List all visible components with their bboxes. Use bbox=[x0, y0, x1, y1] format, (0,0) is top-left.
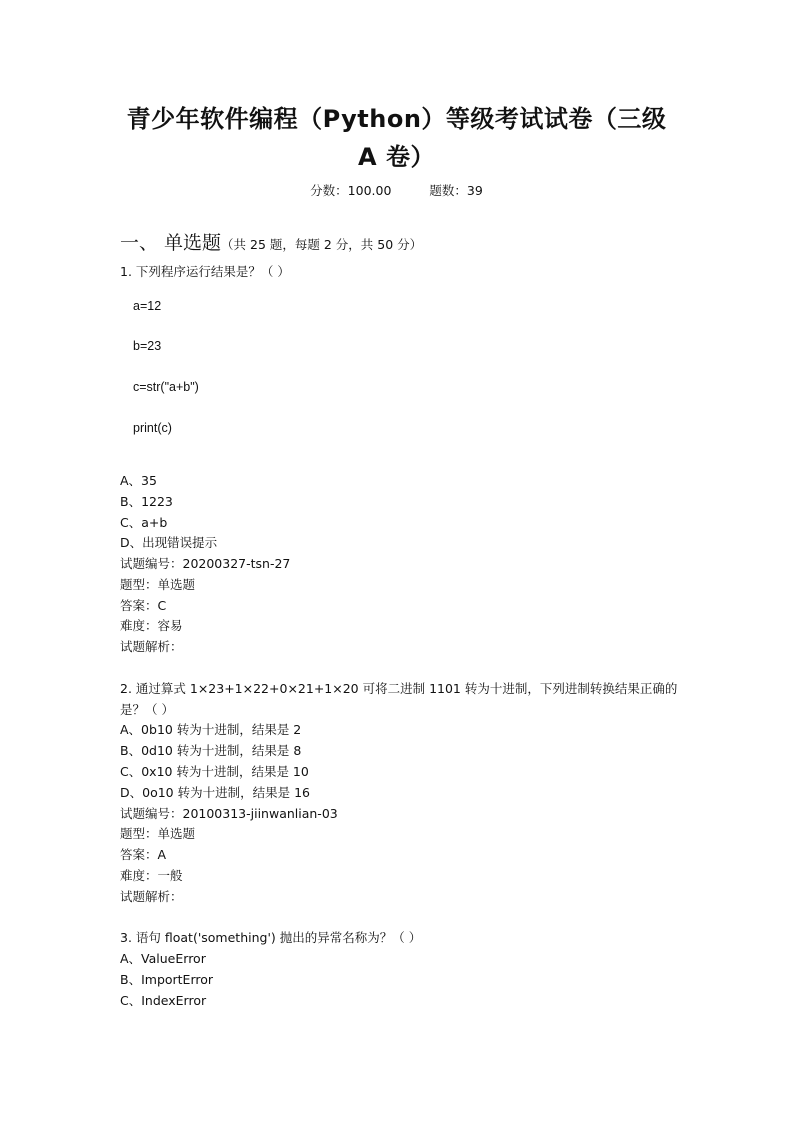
q1-type: 题型：单选题 bbox=[120, 577, 196, 592]
q1-option-d: D、出现错误提示 bbox=[120, 535, 218, 550]
q2-analysis: 试题解析： bbox=[120, 889, 183, 904]
q1-code-line: c=str("a+b") bbox=[133, 380, 199, 394]
q2-stem-line-2: 是？（ ） bbox=[120, 702, 174, 717]
q2-difficulty: 难度：一般 bbox=[120, 868, 183, 883]
q1-option-a: A、35 bbox=[120, 473, 157, 488]
q3-option-a: A、ValueError bbox=[120, 951, 206, 966]
q1-analysis: 试题解析： bbox=[120, 639, 183, 654]
q2-stem-line-1: 2. 通过算式 1×23+1×22+0×21+1×20 可将二进制 1101 转为十进制，下列进制转换结果正确的 bbox=[120, 681, 678, 696]
q1-code-line: a=12 bbox=[133, 299, 162, 313]
q2-option-a: A、0b10 转为十进制，结果是 2 bbox=[120, 722, 302, 737]
q2-option-d: D、0o10 转为十进制，结果是 16 bbox=[120, 785, 310, 800]
total-score: 分数：100.00 bbox=[310, 183, 392, 198]
q1-code-line: print(c) bbox=[133, 421, 172, 435]
q1-option-b: B、1223 bbox=[120, 494, 173, 509]
section-heading bbox=[120, 230, 422, 258]
q2-id: 试题编号：20100313-jiinwanlian-03 bbox=[120, 806, 338, 821]
q2-answer: 答案：A bbox=[120, 847, 167, 862]
q1-option-c: C、a+b bbox=[120, 515, 168, 530]
q3-option-b: B、ImportError bbox=[120, 972, 214, 987]
section-title: 一、 单选题 bbox=[120, 232, 222, 254]
title-line-2: A 卷） bbox=[358, 143, 435, 171]
q2-option-b: B、0d10 转为十进制，结果是 8 bbox=[120, 743, 302, 758]
score-info bbox=[0, 182, 793, 200]
q1-id: 试题编号：20200327-tsn-27 bbox=[120, 556, 291, 571]
question-count: 题数：39 bbox=[429, 183, 483, 198]
q3-option-c: C、IndexError bbox=[120, 993, 207, 1008]
section-note: （共 25 题，每题 2 分，共 50 分） bbox=[221, 237, 423, 252]
q2-type: 题型：单选题 bbox=[120, 826, 196, 841]
title-line-1: 青少年软件编程（Python）等级考试试卷（三级 bbox=[126, 105, 667, 133]
exam-title bbox=[100, 100, 693, 176]
q2-option-c: C、0x10 转为十进制，结果是 10 bbox=[120, 764, 309, 779]
q1-difficulty: 难度：容易 bbox=[120, 618, 183, 633]
q1-code-line: b=23 bbox=[133, 339, 162, 353]
q1-answer: 答案：C bbox=[120, 598, 167, 613]
q3-stem: 3. 语句 float('something') 抛出的异常名称为？（ ） bbox=[120, 930, 422, 945]
q1-stem: 1. 下列程序运行结果是？（ ） bbox=[120, 264, 290, 279]
